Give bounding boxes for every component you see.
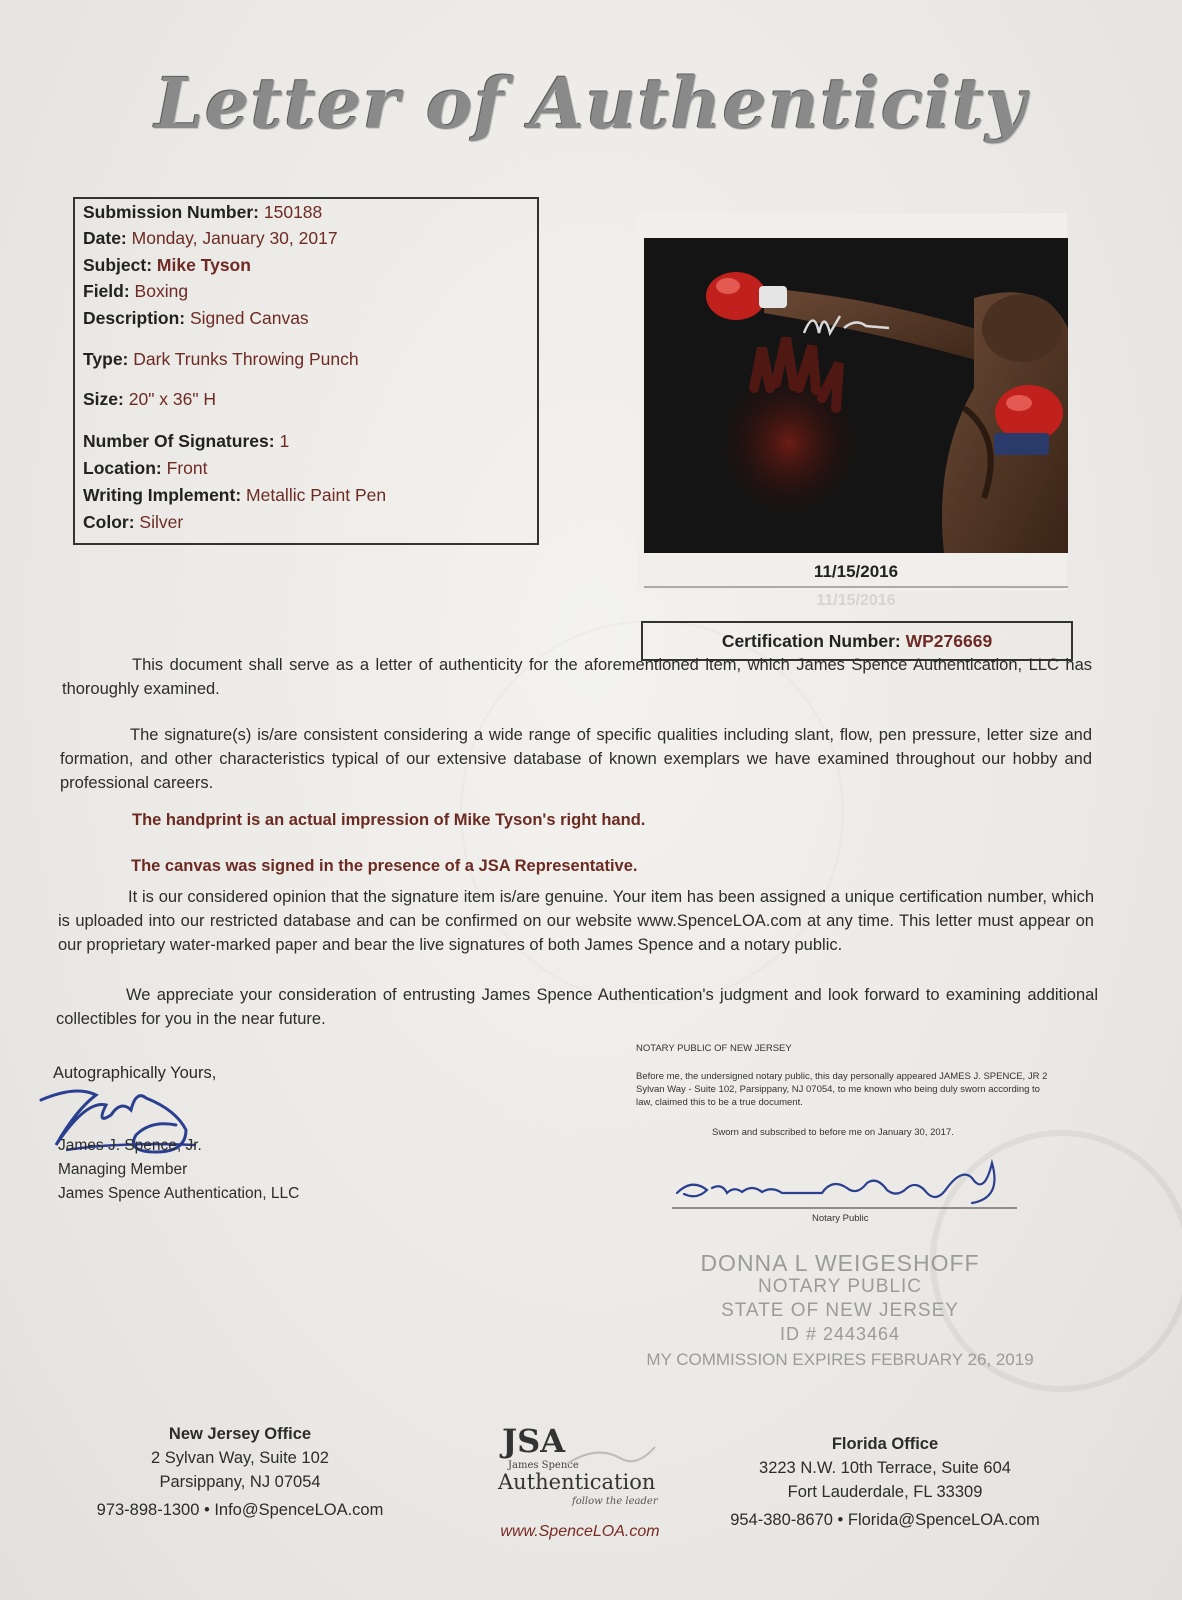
subject-value: Mike Tyson [156,255,251,275]
notary-statement: Before me, the undersigned notary public, this day personally appeared JAMES J. SPENCE, JR 2 Sylvan Way - Suite 102, Parsippany, NJ 07054, to me known who being duly sworn according to law, claimed this to be a true document. [636,1071,1048,1108]
photo-date: 11/15/2016 [813,562,899,581]
item-photo [644,238,1068,553]
size-row [83,389,216,410]
nj-address-line2: Parsippany, NJ 07054 [159,1473,321,1491]
signatures-label: Number Of Signatures: [83,431,275,451]
subject-label: Subject: [83,255,153,275]
certification-value: WP276669 [905,631,993,651]
date-row [83,228,338,249]
size-label: Size: [83,389,124,409]
page-title: Letter of Authenticity [154,62,1028,145]
jsa-logo-authentication: Authentication [498,1470,656,1494]
notary-sworn: Sworn and subscribed to before me on January 30, 2017. [712,1127,954,1138]
field-row [83,281,188,302]
paragraph-signature: The signature(s) is/are consistent considering a wide range of specific qualities including slant, flow, pen pressure, letter size and formation, and other characteristics typical of our extensive database of known exemplars we have examined throughout our hobby and professional careers. [60,726,1092,792]
jsa-logo-swash [567,1439,657,1474]
type-value: Dark Trunks Throwing Punch [133,349,359,369]
jsa-logo-letters: JSA [502,1422,566,1460]
location-label: Location: [83,458,162,478]
size-value: 20" x 36" H [128,389,217,409]
stamp-state: STATE OF NEW JERSEY [721,1300,959,1321]
certification-label: Certification Number: [721,631,901,651]
date-label: Date: [83,228,127,248]
submission-label: Submission Number: [83,202,259,222]
stamp-name: DONNA L WEIGESHOFF [700,1250,980,1276]
implement-row [83,485,386,506]
location-value: Front [166,458,208,478]
submission-row [83,202,322,223]
signer-company: James Spence Authentication, LLC [58,1185,300,1202]
date-value: Monday, January 30, 2017 [131,228,338,248]
paragraph-opinion: It is our considered opinion that the signature item is/are genuine. Your item has been assigned a unique certification number, which is uploaded into our restricted database and can be confirmed on our website www.SpenceLOA.com at any time. This letter must appear on our proprietary water-marked paper and bear the live signatures of both James Spence and a notary public. [58,888,1094,954]
implement-label: Writing Implement: [83,485,242,505]
jsa-logo [472,1424,672,1524]
stamp-expiry: MY COMMISSION EXPIRES FEBRUARY 26, 2019 [646,1350,1034,1369]
photo-divider [644,586,1068,588]
photo-date-ghost: 11/15/2016 [816,592,896,609]
submission-value: 150188 [263,202,323,222]
location-row [83,458,207,479]
jsa-logo-tagline: follow the leader [572,1496,658,1507]
type-label: Type: [83,349,129,369]
stamp-title: NOTARY PUBLIC [758,1276,922,1297]
notary-signature [672,1158,1022,1218]
notary-header: NOTARY PUBLIC OF NEW JERSEY [636,1043,792,1054]
paragraph-intro: This document shall serve as a letter of authenticity for the aforementioned item, which James Spence Authentication, LLC has thoroughly examined. [62,656,1092,698]
paragraph-appreciation: We appreciate your consideration of entrusting James Spence Authentication's judgment and look forward to examining additional collectibles for you in the near future. [56,986,1098,1028]
color-label: Color: [83,512,135,532]
fl-address-line1: 3223 N.W. 10th Terrace, Suite 604 [759,1459,1011,1477]
paragraph-handprint: The handprint is an actual impression of Mike Tyson's right hand. [132,811,646,829]
signer-role: Managing Member [58,1161,188,1178]
fl-office [700,1432,1070,1532]
fl-contact: 954-380-8670 • Florida@SpenceLOA.com [730,1511,1040,1529]
type-row [83,349,359,370]
implement-value: Metallic Paint Pen [246,485,387,505]
description-label: Description: [83,308,186,328]
fl-address-line2: Fort Lauderdale, FL 33309 [787,1483,983,1501]
fl-office-heading: Florida Office [831,1435,939,1453]
signer-name: James J. Spence, Jr. [58,1137,202,1154]
signatures-row [83,431,289,452]
color-value: Silver [139,512,184,532]
field-value: Boxing [134,281,189,301]
nj-office-heading: New Jersey Office [168,1425,312,1443]
color-row [83,512,183,533]
website-link[interactable]: www.SpenceLOA.com [500,1523,660,1540]
description-value: Signed Canvas [189,308,309,328]
signatures-value: 1 [279,431,290,451]
nj-contact: 973-898-1300 • Info@SpenceLOA.com [96,1501,384,1519]
stamp-id: ID # 2443464 [779,1324,901,1344]
field-label: Field: [83,281,130,301]
jsa-logo-name: James Spence [508,1460,579,1471]
subject-row [83,255,251,276]
nj-address-line1: 2 Sylvan Way, Suite 102 [151,1449,329,1467]
closing-text: Autographically Yours, [53,1064,217,1082]
paragraph-canvas: The canvas was signed in the presence of a JSA Representative. [131,857,638,875]
boxer-photo-illustration [644,238,1068,553]
item-details-box [73,197,539,545]
description-row [83,308,309,329]
nj-office [90,1422,390,1522]
notary-sig-caption: Notary Public [812,1213,869,1224]
